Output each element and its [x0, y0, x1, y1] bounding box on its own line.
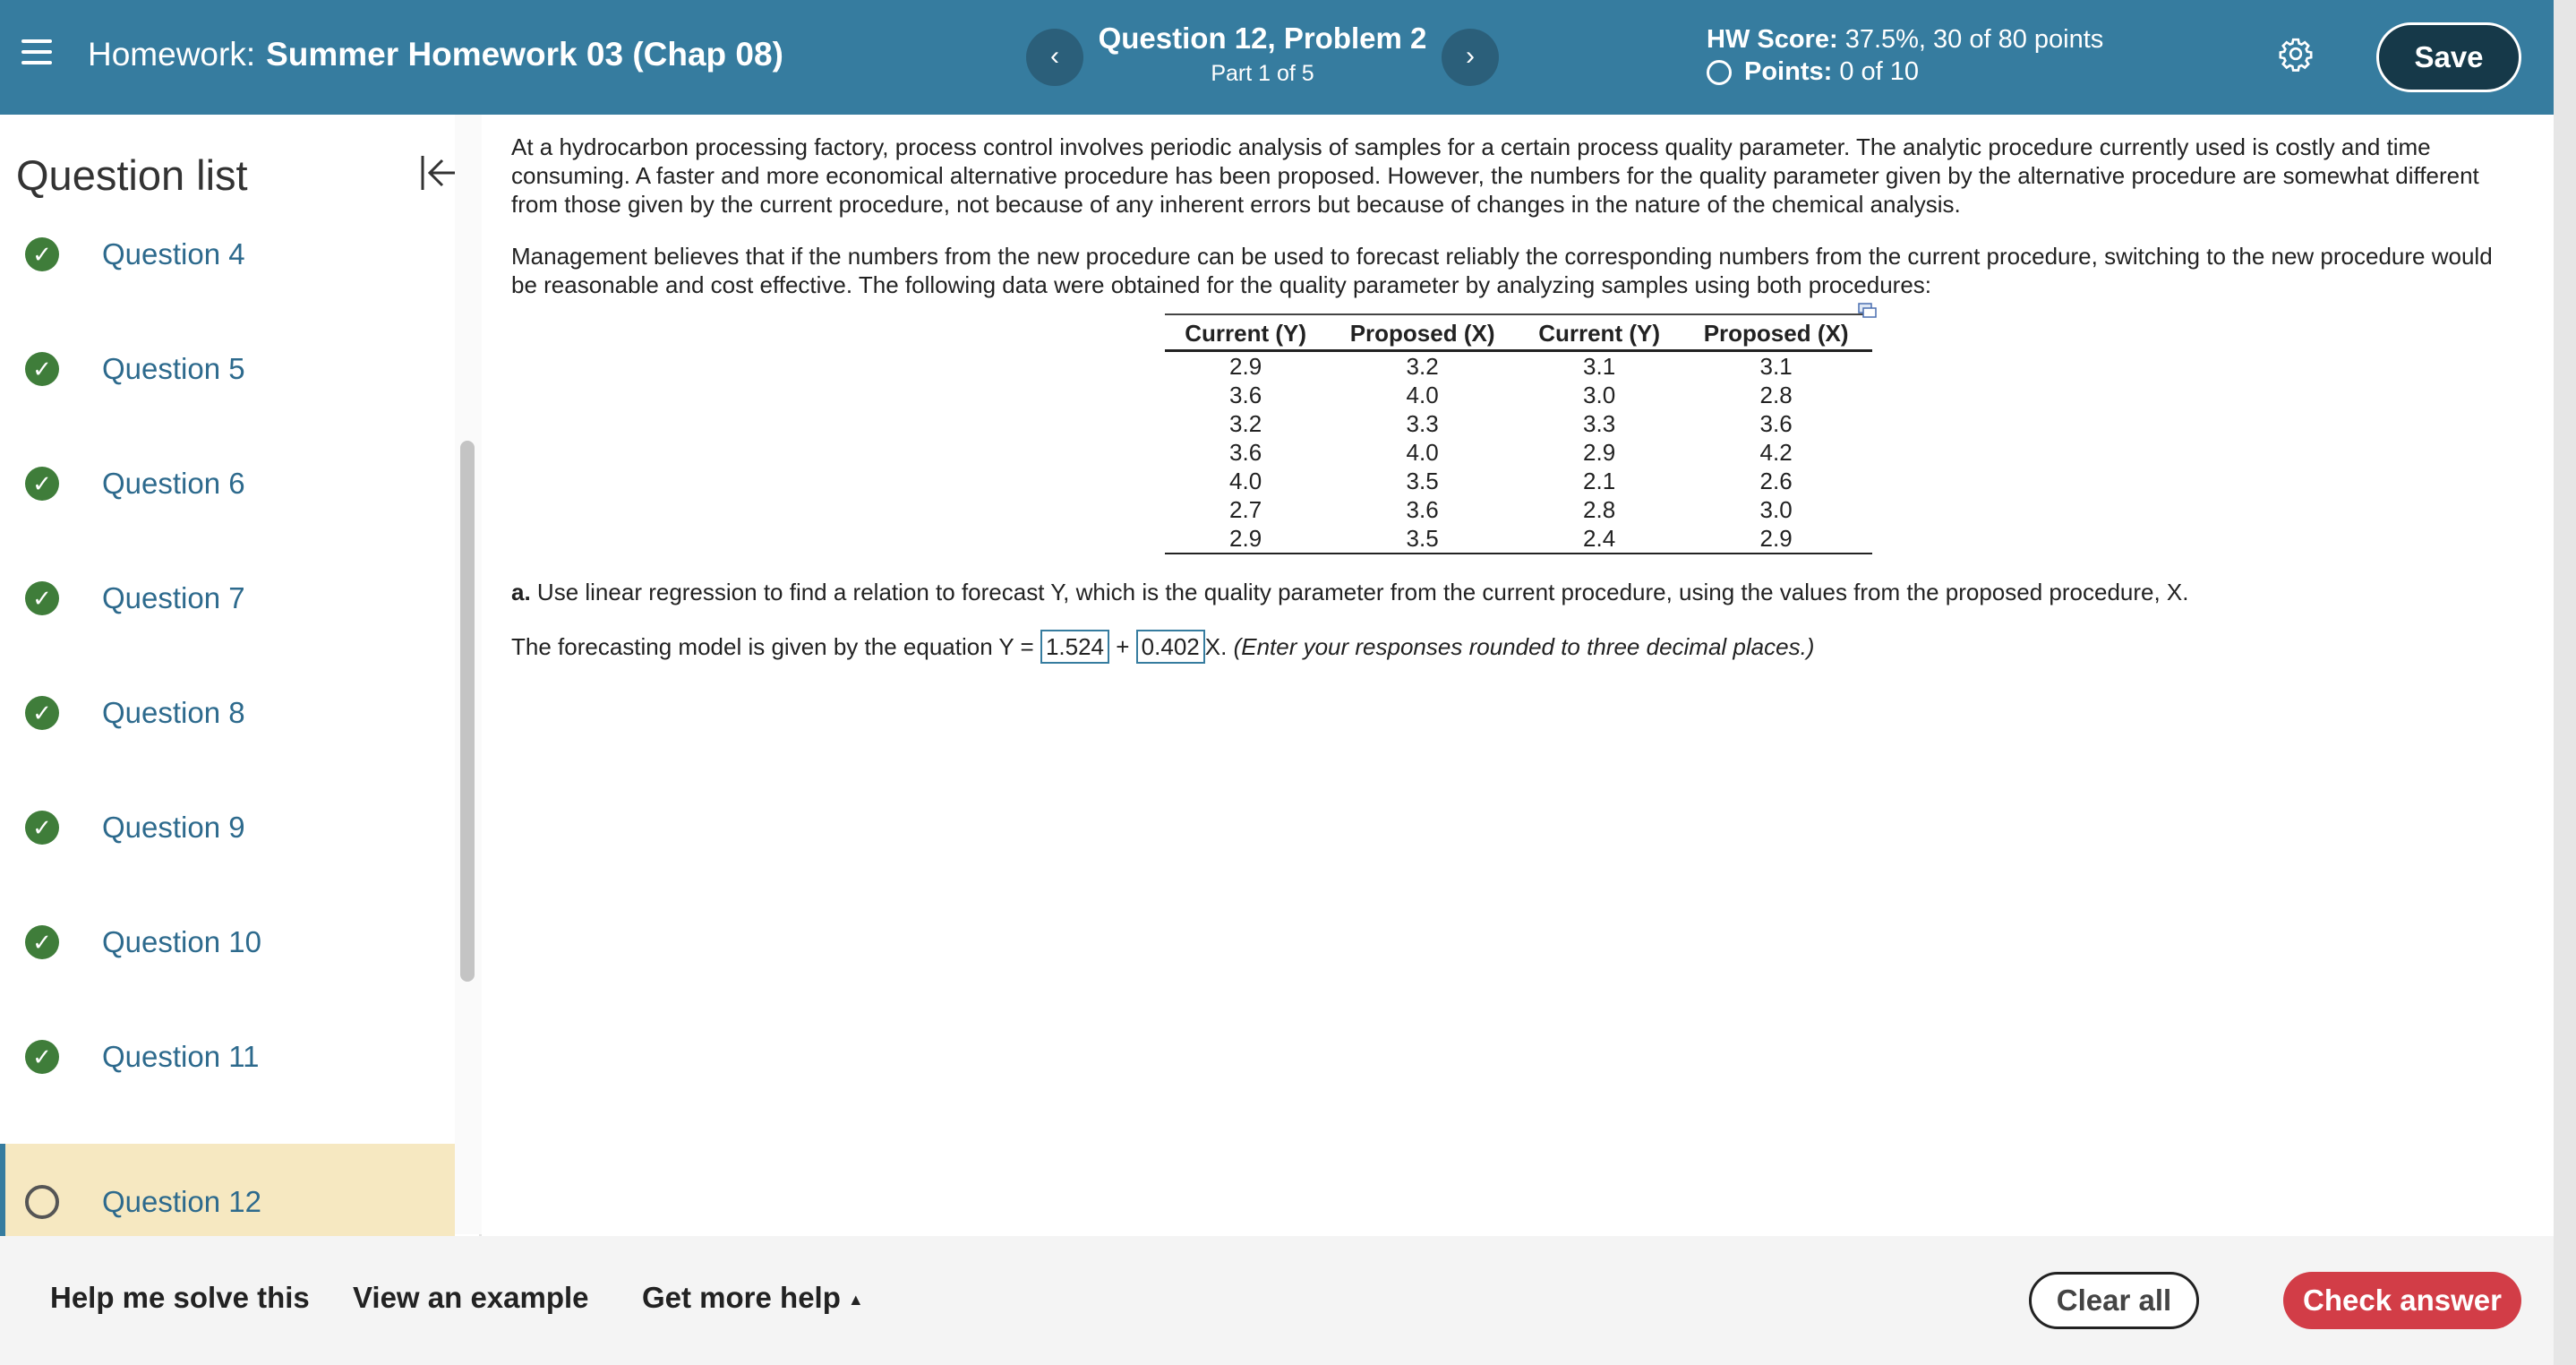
get-more-help-label: Get more help	[642, 1281, 841, 1314]
points-status-icon	[1707, 60, 1732, 85]
table-row	[1165, 467, 1872, 495]
table-header-row	[1165, 314, 1872, 351]
intercept-answer-field[interactable]: 1.524	[1040, 630, 1109, 664]
model-suffix: X.	[1204, 633, 1228, 660]
view-example-button[interactable]: View an example	[353, 1281, 589, 1314]
column-header: Current (Y)	[1165, 314, 1326, 351]
gear-icon[interactable]	[2278, 36, 2314, 72]
expand-table-icon[interactable]	[1858, 303, 1878, 319]
column-header: Proposed (X)	[1326, 314, 1519, 351]
question-list-item-label: Question 10	[102, 925, 261, 958]
data-table-container	[1165, 313, 1872, 554]
question-list-item-9[interactable]	[0, 800, 455, 914]
top-bar	[0, 0, 2554, 115]
question-list-item-label: Question 8	[102, 696, 245, 729]
get-more-help-button[interactable]	[642, 1281, 864, 1315]
table-cell: 2.7	[1229, 496, 1262, 523]
table-cell: 3.3	[1583, 410, 1616, 437]
question-list-item-5[interactable]	[0, 341, 455, 456]
caret-up-icon: ▲	[847, 1290, 864, 1309]
table-cell: 3.6	[1406, 496, 1439, 523]
slope-answer-field[interactable]: 0.402	[1136, 630, 1205, 664]
table-row	[1165, 409, 1872, 438]
question-list-item-label: Question 6	[102, 467, 245, 500]
table-cell: 2.1	[1583, 468, 1616, 494]
table-row	[1165, 524, 1872, 554]
problem-paragraph-1: At a hydrocarbon processing factory, process control involves periodic analysis of samples for a certain process quality parameter. The analytic procedure currently used is costly and time consuming. A faster and more economical alternative procedure has been proposed. However, the numbers for the quality parameter given by the alternative procedure are somewhat different from those given by the current procedure, not because of any inherent errors but because of changes in the nature of the chemical analysis.	[511, 133, 2479, 218]
checkmark-icon: ✓	[25, 352, 59, 386]
forecasting-model-line	[511, 630, 2508, 664]
question-list-sidebar	[0, 115, 482, 1236]
question-list-item-6[interactable]	[0, 456, 455, 571]
bottom-bar	[0, 1236, 2554, 1365]
question-content	[511, 133, 2508, 687]
open-circle-icon	[25, 1185, 59, 1219]
checkmark-icon: ✓	[25, 467, 59, 501]
checkmark-icon: ✓	[25, 811, 59, 845]
table-cell: 4.0	[1406, 382, 1439, 408]
table-cell: 3.6	[1759, 410, 1793, 437]
next-question-button[interactable]	[1442, 29, 1499, 86]
question-list-item-label: Question 5	[102, 352, 245, 385]
model-prefix: The forecasting model is given by the equation Y =	[511, 633, 1034, 660]
chevron-right-icon: ›	[1466, 41, 1475, 71]
table-cell: 3.6	[1229, 439, 1262, 466]
table-cell: 3.5	[1326, 524, 1519, 554]
question-list-item-7[interactable]	[0, 571, 455, 685]
points-value: 0 of 10	[1839, 57, 1920, 86]
question-list-item-label: Question 11	[102, 1040, 260, 1073]
question-list-heading: Question list	[16, 151, 248, 199]
checkmark-icon: ✓	[25, 237, 59, 271]
plus-sign: +	[1116, 633, 1130, 660]
column-header: Proposed (X)	[1680, 314, 1872, 351]
previous-question-button[interactable]	[1026, 29, 1083, 86]
question-list-item-label: Question 9	[102, 811, 245, 844]
column-header: Current (Y)	[1519, 314, 1680, 351]
table-cell: 3.0	[1583, 382, 1616, 408]
hw-score-label: HW Score:	[1707, 25, 1838, 54]
question-list-item-4[interactable]	[0, 227, 455, 341]
checkmark-icon: ✓	[25, 696, 59, 730]
table-cell: 3.1	[1759, 353, 1793, 380]
question-title: Question 12, Problem 2	[1098, 21, 1427, 55]
checkmark-icon: ✓	[25, 1040, 59, 1074]
help-me-solve-button[interactable]: Help me solve this	[50, 1281, 310, 1314]
window-edge	[2554, 0, 2576, 1365]
table-cell: 2.9	[1229, 353, 1262, 380]
clear-all-button[interactable]: Clear all	[2029, 1272, 2199, 1329]
table-cell: 3.3	[1406, 410, 1439, 437]
checkmark-icon: ✓	[25, 925, 59, 959]
table-cell: 4.0	[1229, 468, 1262, 494]
check-answer-button[interactable]: Check answer	[2283, 1272, 2521, 1329]
question-list-item-10[interactable]	[0, 914, 455, 1029]
table-cell: 2.9	[1680, 524, 1872, 554]
rounding-hint: (Enter your responses rounded to three decimal places.)	[1233, 633, 1815, 660]
table-cell: 2.8	[1583, 496, 1616, 523]
table-row	[1165, 381, 1872, 409]
points-label: Points:	[1744, 57, 1833, 86]
table-row	[1165, 438, 1872, 467]
table-cell: 4.2	[1759, 439, 1793, 466]
save-button[interactable]: Save	[2376, 22, 2521, 92]
hw-score-value: 37.5%, 30 of 80 points	[1844, 25, 2104, 54]
table-cell: 3.6	[1229, 382, 1262, 408]
menu-icon[interactable]	[21, 39, 52, 75]
checkmark-icon: ✓	[25, 581, 59, 615]
points	[1707, 57, 1919, 87]
table-cell: 3.5	[1406, 468, 1439, 494]
table-row	[1165, 495, 1872, 524]
table-cell: 2.6	[1759, 468, 1793, 494]
part-a-text: Use linear regression to find a relation to forecast Y, which is the quality parameter from the current procedure, using the values from the proposed procedure, X.	[536, 579, 2189, 605]
table-cell: 2.8	[1759, 382, 1793, 408]
question-list-item-8[interactable]	[0, 685, 455, 800]
part-a-prompt	[511, 578, 2508, 606]
hw-score	[1707, 25, 2103, 55]
homework-label: Homework:	[88, 36, 256, 73]
table-row	[1165, 351, 1872, 382]
table-cell: 2.4	[1519, 524, 1680, 554]
table-cell: 4.0	[1406, 439, 1439, 466]
question-list-item-label: Question 4	[102, 237, 245, 270]
table-cell: 2.9	[1583, 439, 1616, 466]
table-cell: 3.1	[1583, 353, 1616, 380]
question-list-item-11[interactable]	[0, 1029, 455, 1144]
problem-paragraph-2: Management believes that if the numbers from the new procedure can be used to forecast reliably the corresponding numbers from the current procedure, switching to the new procedure would be reasonable and cost effective. The following data were obtained for the quality parameter by analyzing samples using both procedures:	[511, 243, 2493, 298]
homework-title	[88, 36, 783, 73]
sidebar-scrollbar-thumb[interactable]	[460, 441, 475, 982]
homework-name: Summer Homework 03 (Chap 08)	[266, 36, 783, 73]
question-list-item-label: Question 12	[102, 1185, 261, 1218]
table-cell: 3.2	[1229, 410, 1262, 437]
table-cell: 2.9	[1165, 524, 1326, 554]
question-list	[0, 227, 455, 1258]
data-table	[1165, 313, 1872, 554]
chevron-left-icon: ‹	[1050, 41, 1059, 71]
table-cell: 3.2	[1406, 353, 1439, 380]
part-a-label: a.	[511, 579, 531, 605]
question-list-item-label: Question 7	[102, 581, 245, 614]
question-part: Part 1 of 5	[1211, 61, 1314, 86]
table-cell: 3.0	[1759, 496, 1793, 523]
